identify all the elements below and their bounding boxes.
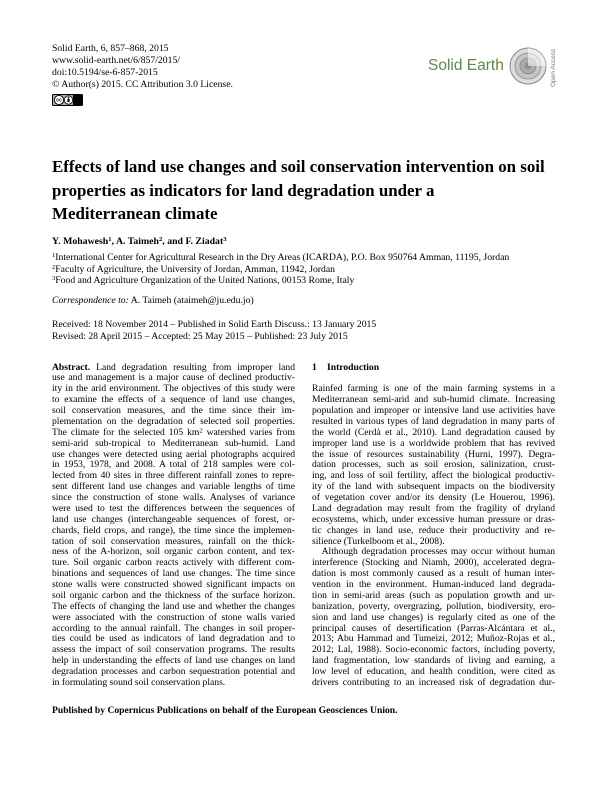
affiliation-marker: 2 xyxy=(158,236,163,244)
abstract-line: ness of the A-horizon, soil organic carbon content, and tex- xyxy=(52,546,295,558)
body-line: drivers contributing to an increased risk of degradation dur- xyxy=(312,676,555,688)
body-line: Rainfed farming is one of the main farming systems in a xyxy=(312,383,555,395)
author-name: A. Taimeh xyxy=(115,236,159,247)
abstract-line: soil conservation measures, and the time since their im- xyxy=(52,405,295,416)
affiliation-list xyxy=(52,252,509,287)
abstract-text: Land degradation resulting from improper land xyxy=(96,361,295,373)
body-line: population and improper or intensive land use activities have xyxy=(312,405,555,416)
affiliation xyxy=(52,252,509,264)
abstract-line: tation of soil conservation measures, rainfall on the thick- xyxy=(52,535,295,547)
correspondence xyxy=(52,295,254,307)
abstract-line: ties could be used as indicators of land degradation and to xyxy=(52,633,295,645)
journal-logo-name: Solid Earth xyxy=(428,57,504,74)
author-name: F. Ziadat xyxy=(185,236,224,247)
author-separator: , and xyxy=(162,236,186,247)
affiliation-marker: 3 xyxy=(223,236,227,244)
affiliation-text: Faculty of Agriculture, the University of Jordan, Amman, 11942, Jordan xyxy=(55,263,336,275)
abstract-line: ture. Soil organic carbon reacts actively with different com- xyxy=(52,557,295,569)
correspondence-label: Correspondence to: xyxy=(52,295,129,306)
doi-link[interactable]: doi:10.5194/se-6-857-2015 xyxy=(52,67,158,78)
body-line: ecosystems, which, under excessive human pressure or dras- xyxy=(312,513,555,525)
author-name: Y. Mohawesh xyxy=(52,236,109,247)
history-line: Revised: 28 April 2015 – Accepted: 25 May 2015 – Published: 23 July 2015 xyxy=(52,331,348,342)
body-line: Land degradation may result from the fragility of dryland xyxy=(312,502,555,514)
abstract-heading: Abstract. xyxy=(52,361,91,373)
body-line: the world (Cerdà et al., 2010). Land degradation caused by xyxy=(312,426,555,438)
abstract-line: assess the impact of soil conservation programs. The results xyxy=(52,644,295,656)
body-line: the issue of resources sustainability (Hurni, 1997). Degra- xyxy=(312,448,555,460)
person-icon xyxy=(64,96,72,104)
section-heading xyxy=(312,363,555,374)
abstract-line: degradation processes and carbon sequestration potential and xyxy=(52,666,295,677)
abstract-line: soil organic carbon and the thickness of the surface horizon. xyxy=(52,589,295,601)
article-url-link[interactable]: www.solid-earth.net/6/857/2015/ xyxy=(52,55,180,66)
body-line: Mediterranean semi-arid and sub-humid climate. Increasing xyxy=(312,394,555,406)
abstract-line: since the construction of stone walls. Analyses of variance xyxy=(52,492,295,503)
open-access-label xyxy=(547,34,559,90)
body-line: Although degradation processes may occur without human xyxy=(321,546,555,558)
abstract-line: sent different land use changes and variable lengths of time xyxy=(52,481,295,493)
abstract-line: lected from 40 sites in three different rainfall zones to repre- xyxy=(52,470,295,482)
body-line: tion in semi-arid areas (such as population growth and ur- xyxy=(312,589,555,601)
body-line: dation processes, such as soil erosion, salinization, crust- xyxy=(312,459,555,471)
body-line: principal causes of desertification (Parras-Alcántara et al., xyxy=(312,622,555,634)
abstract-line: stone walls were constructed showed significant impacts on xyxy=(52,579,295,590)
body-line: 2013; Abu Hammad and Tumeizi, 2012; Muñoz-Rojas et al., xyxy=(312,633,555,645)
abstract-line: were used to test the differences between the sequences of xyxy=(52,502,295,514)
abstract-line: semi-arid sub-tropical to Mediterranean sub-humid. Land xyxy=(52,437,295,449)
body-line: resulted in various types of land degradation in many parts of xyxy=(312,415,555,427)
publisher-footer: Published by Copernicus Publications on behalf of the European Geosciences Union. xyxy=(52,705,398,716)
open-access-text: Open Access xyxy=(550,48,557,87)
affiliation-number: 3 xyxy=(52,275,56,283)
author-separator: , xyxy=(111,236,116,247)
body-line: improper land use is a worldwide problem that has revived xyxy=(312,437,555,449)
author-list xyxy=(52,236,227,248)
body-line: ing, and loss of soil fertility, affect the biological productiv- xyxy=(312,470,555,482)
affiliation xyxy=(52,275,509,287)
abstract-text: watershed varies from xyxy=(202,426,295,438)
affiliation-text: Food and Agriculture Organization of the United Nations, 00153 Rome, Italy xyxy=(55,275,355,286)
section-number: 1 xyxy=(312,361,317,373)
publication-history xyxy=(52,319,376,343)
abstract-line: plementation on the degradation of selected soil properties. xyxy=(52,415,295,427)
correspondence-contact-link[interactable]: A. Taimeh (ataimeh@ju.edu.jo) xyxy=(130,295,254,306)
body-line: interference (Stocking and Niamh, 2000), accelerated degra- xyxy=(312,557,555,569)
title-line: Mediterranean climate xyxy=(52,204,218,224)
abstract-line: use changes were detected using aerial photographs acquired xyxy=(52,448,295,460)
body-line: low level of education, and health condition, were cited as xyxy=(312,666,555,677)
body-line: tic changes in land use, reduce their productivity and re- xyxy=(312,524,555,536)
abstract-line: in formulating sound soil conservation plans. xyxy=(52,676,226,688)
body-line: 2012; Lal, 1988). Socio-economic factors, including poverty, xyxy=(312,644,555,656)
body-line: banization, poverty, overgrazing, pollution, biodiversity, ero- xyxy=(312,600,555,612)
abstract-line: binations and sequences of land use changes. The time since xyxy=(52,568,295,580)
journal-citation: Solid Earth, 6, 857–868, 2015 xyxy=(52,43,169,54)
body-line: vention in the environment. Human-induced land degrada- xyxy=(312,579,555,590)
affiliation-number: 1 xyxy=(52,252,56,260)
abstract-line: chards, field crops, and range), the time since the implemen- xyxy=(52,524,295,536)
cc-logo-lettering: cc xyxy=(56,97,62,104)
globe-layers-icon xyxy=(508,46,548,86)
introduction-column xyxy=(312,363,555,689)
paragraph xyxy=(312,384,555,547)
abstract-line: use and management is a major cause of declined productiv- xyxy=(52,372,295,384)
superscript: 2 xyxy=(199,427,203,435)
abstract-line: were associated with the construction of stone walls varied xyxy=(52,611,295,623)
body-line: land fragmentation, low standards of living and earning, a xyxy=(312,655,555,667)
abstract-line: land use changes (interchangeable sequences of forest, or- xyxy=(52,513,295,525)
body-line: dation is most commonly caused as a result of human inter- xyxy=(312,568,555,580)
abstract-line: to examine the effects of a sequence of land use changes, xyxy=(52,394,295,406)
abstract-column xyxy=(52,363,295,689)
abstract-text: The climate for the selected 105 km xyxy=(52,426,200,438)
affiliation-text: International Center for Agricultural Research in the Dry Areas (ICARDA), P.O. Box 950764 Amman, 11195, Jordan xyxy=(55,252,510,263)
paper-title xyxy=(52,155,545,226)
cc-by-license-icon[interactable] xyxy=(52,94,83,106)
body-line: sion and land use changes) is regularly cited as one of the xyxy=(312,611,555,623)
title-line: Effects of land use changes and soil conservation intervention on soil xyxy=(52,157,545,176)
abstract-line: The effects of changing the land use and whether the changes xyxy=(52,600,295,612)
history-line: Received: 18 November 2014 – Published in Solid Earth Discuss.: 13 January 2015 xyxy=(52,319,377,330)
body-line: silience (Turkelboom et al., 2008). xyxy=(312,535,445,547)
title-line: properties as indicators for land degradation under a xyxy=(52,180,435,200)
body-line: ity of the land with subsequent impacts on the biodiversity xyxy=(312,481,555,493)
abstract-line xyxy=(52,428,295,439)
abstract-line: according to the annual rainfall. The changes in soil proper- xyxy=(52,622,295,634)
section-title: Introduction xyxy=(327,361,380,373)
affiliation-marker: 1 xyxy=(108,236,112,244)
article-metadata xyxy=(52,43,233,91)
affiliation-number: 2 xyxy=(52,263,56,271)
body-line: of vegetation cover and/or its density (Le Houerou, 1996). xyxy=(312,492,555,503)
abstract-line: help in understanding the effects of land use changes on land xyxy=(52,655,295,667)
paragraph xyxy=(312,547,555,688)
copyright-notice: © Author(s) 2015. CC Attribution 3.0 License. xyxy=(52,79,233,90)
abstract-line: in 1953, 1978, and 2008. A total of 218 samples were col- xyxy=(52,459,295,471)
abstract-line: ity in the arid environment. The objectives of this study were xyxy=(52,383,295,395)
affiliation xyxy=(52,264,509,276)
